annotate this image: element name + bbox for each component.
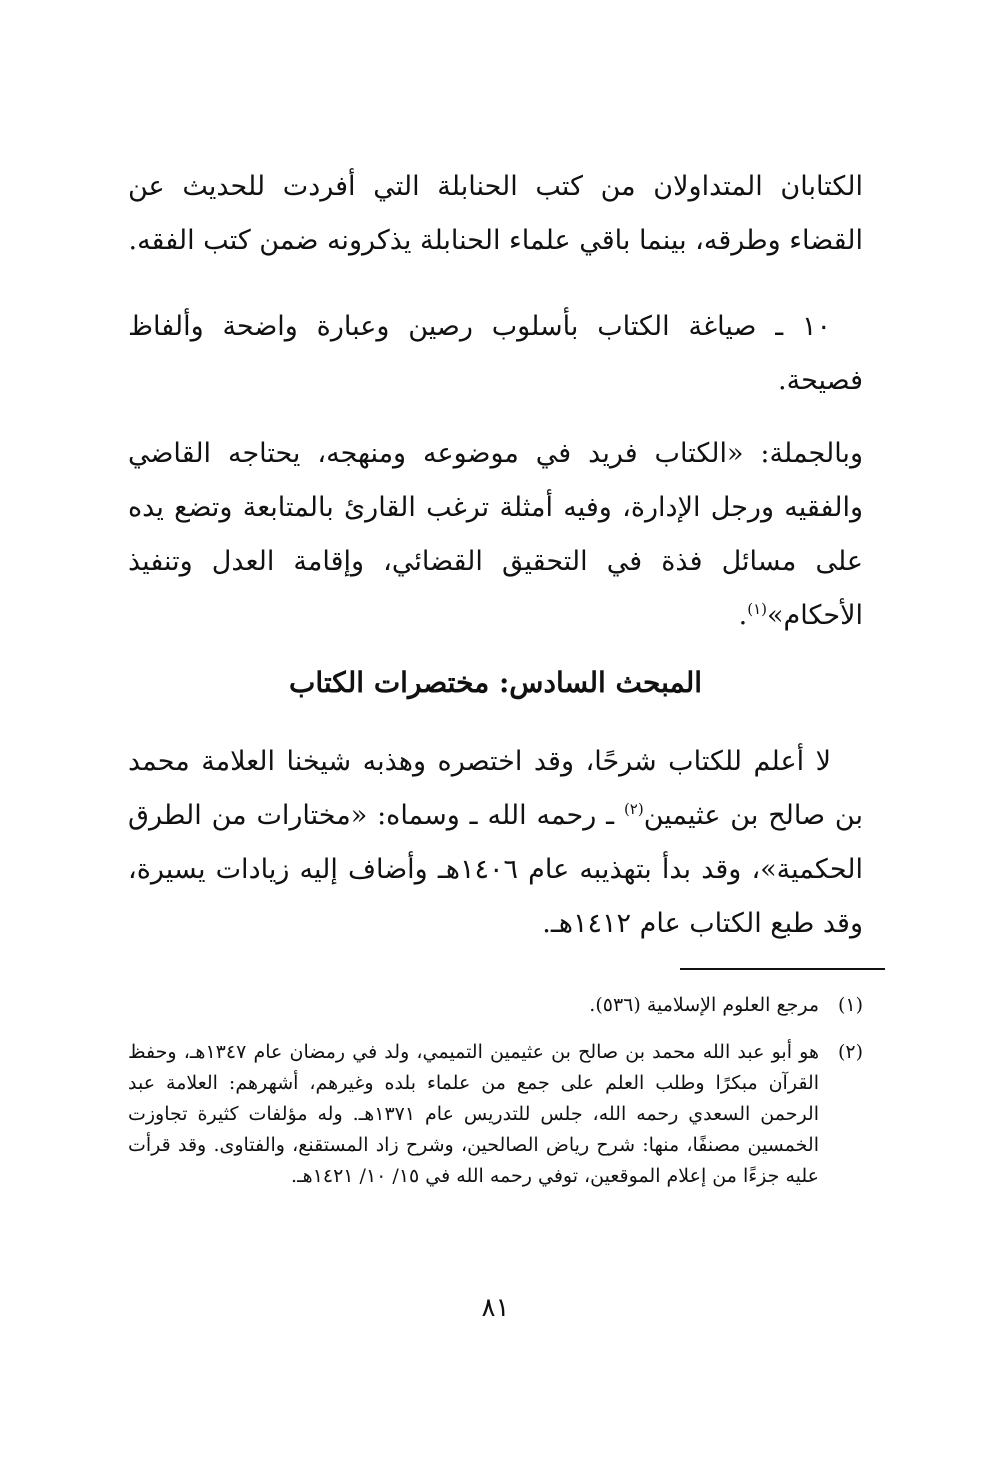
paragraph-3 — [128, 427, 863, 643]
footnote-ref-2: (٢) — [623, 800, 644, 818]
footnote-separator — [680, 968, 885, 970]
paragraph-4-text-1: لا أعلم للكتاب شرحًا، وقد اختصره وهذبه شيخنا العلامة محمد بن صالح بن عثيمين — [128, 746, 863, 831]
footnote-1-text: مرجع العلوم الإسلامية (٥٣٦). — [589, 994, 819, 1016]
paragraph-2 — [128, 300, 863, 408]
paragraph-4-text-2: ـ رحمه الله ـ وسماه: «مختارات من الطرق الحكمية»، وقد بدأ بتهذيبه عام ١٤٠٦هـ وأضاف إليه زيادات يسيرة، وقد طبع الكتاب عام ١٤١٢هـ. — [128, 800, 863, 939]
footnote-2 — [128, 1037, 863, 1192]
footnote-ref-1: (١) — [747, 600, 768, 618]
page-number: ٨١ — [481, 1293, 510, 1323]
footnote-2-text: هو أبو عبد الله محمد بن صالح بن عثيمين التميمي، ولد في رمضان عام ١٣٤٧هـ، وحفظ القرآن مبكرًا وطلب العلم على جمع من علماء بلده وغيرهم، أشهرهم: العلامة عبد الرحمن السعدي رحمه الله، جلس للتدريس عام ١٣٧١هـ. وله مؤلفات كثيرة تجاوزت الخمسين مصنفًا، منها: شرح رياض الصالحين، وشرح زاد المستقنع، والفتاوى. وقد قرأت عليه جزءًا من إعلام الموقعين، توفي رحمه الله في ١٥/ ١٠/ ١٤٢١هـ. — [128, 1041, 819, 1187]
footnote-1 — [128, 990, 863, 1021]
paragraph-3-text: وبالجملة: «الكتاب فريد في موضوعه ومنهجه، يحتاجه القاضي والفقيه ورجل الإدارة، وفيه أمثلة ترغب القارئ بالمتابعة وتضع يده على مسائل فذة في التحقيق القضائي، وإقامة العدل وتنفيذ الأحكام» — [128, 438, 863, 631]
paragraph-1-text: الكتابان المتداولان من كتب الحنابلة التي أفردت للحديث عن القضاء وطرقه، بينما باقي علماء الحنابلة يذكرونه ضمن كتب الفقه. — [128, 171, 863, 256]
paragraph-4 — [128, 735, 863, 951]
paragraph-2-text: ١٠ ـ صياغة الكتاب بأسلوب رصين وعبارة واضحة وألفاظ فصيحة. — [128, 311, 863, 396]
paragraph-3-end: . — [738, 600, 748, 631]
footnote-1-marker: (١) — [837, 994, 863, 1016]
section-heading: المبحث السادس: مختصرات الكتاب — [288, 666, 703, 699]
paragraph-1 — [128, 160, 863, 268]
footnote-2-marker: (٢) — [837, 1041, 863, 1063]
